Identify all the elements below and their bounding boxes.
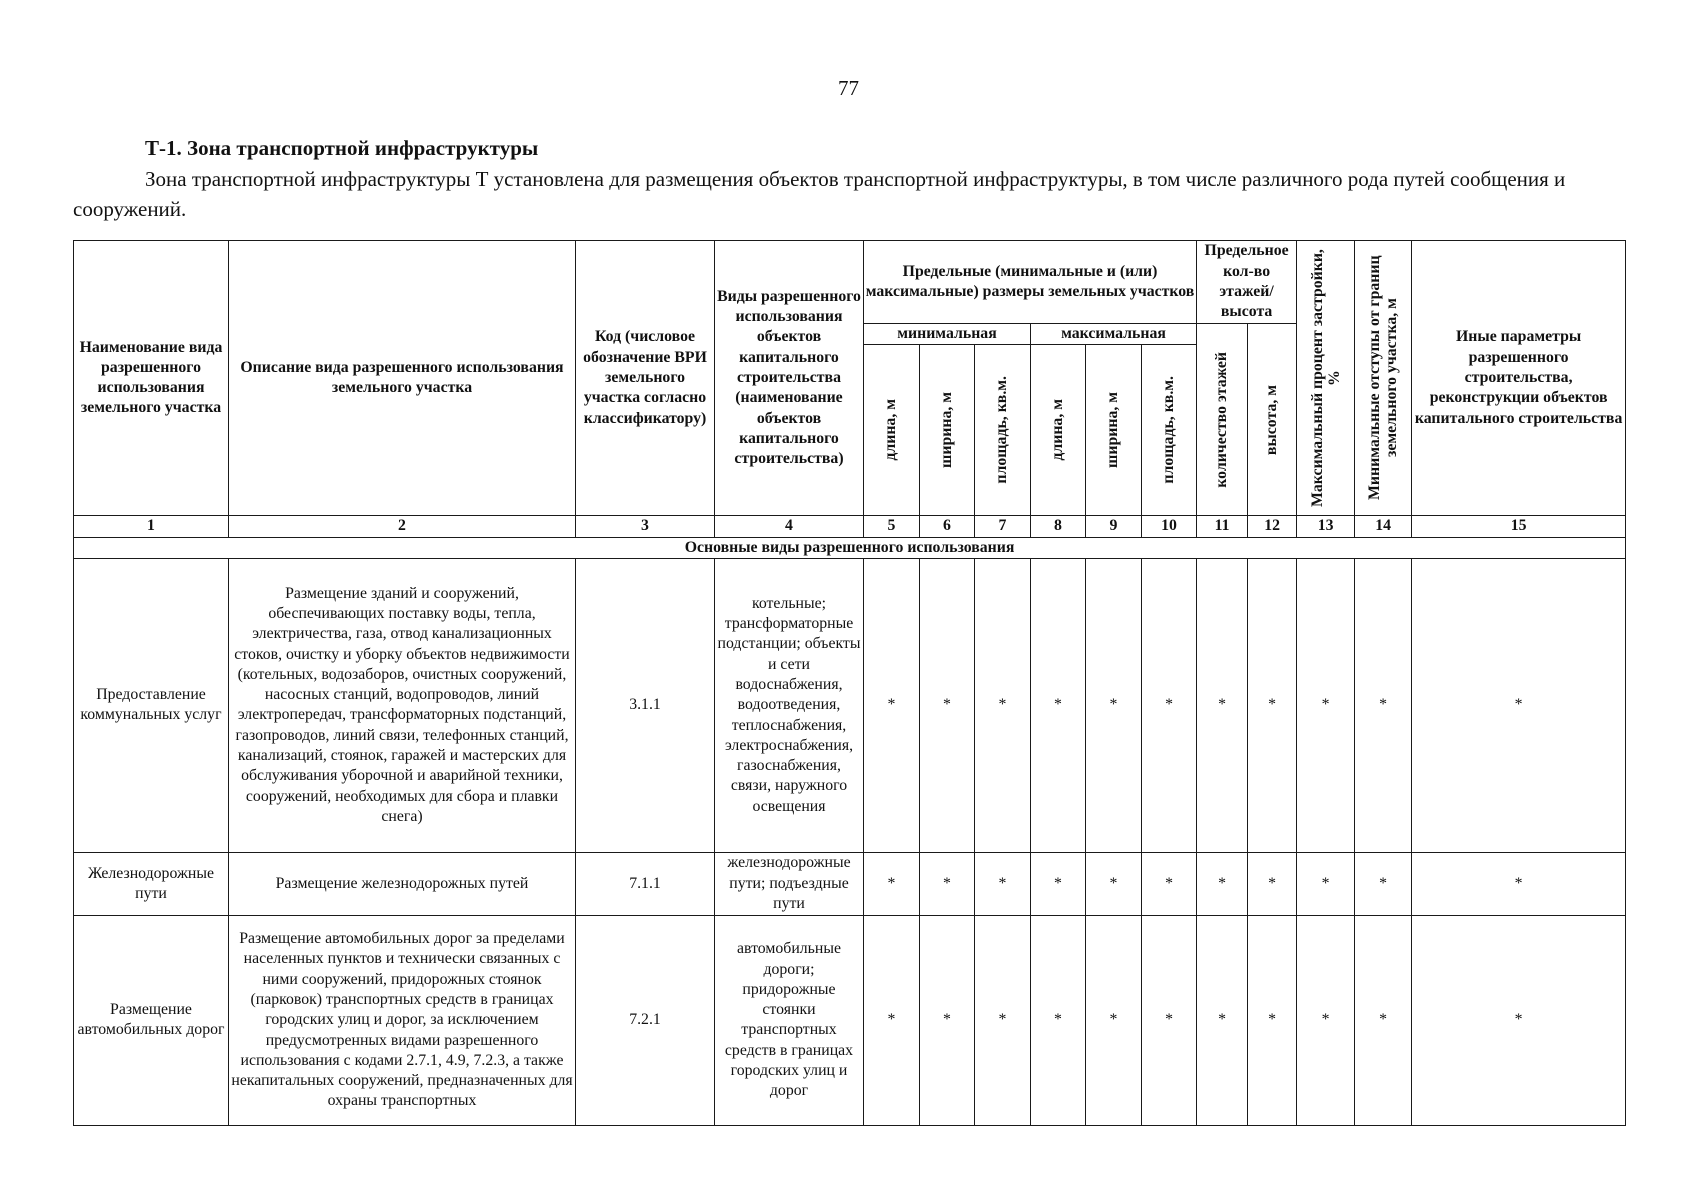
section-row xyxy=(74,537,1626,558)
row-value: * xyxy=(975,915,1031,1125)
land-use-table xyxy=(73,240,1626,1126)
row-value: * xyxy=(1248,558,1297,852)
row-value: * xyxy=(1248,852,1297,915)
column-number: 9 xyxy=(1086,516,1142,537)
section-row-label: Основные виды разрешенного использования xyxy=(74,537,1626,558)
table-row xyxy=(74,915,1626,1125)
row-code: 7.2.1 xyxy=(576,915,715,1125)
row-value: * xyxy=(1412,558,1626,852)
column-number: 4 xyxy=(715,516,864,537)
row-value: * xyxy=(1355,852,1412,915)
intro-paragraph: Зона транспортной инфраструктуры Т установлена для размещения объектов транспортной инфраструктуры, в том числе различного рода путей сообщения и сооружений. xyxy=(73,167,1566,221)
header-floors: количество этажей xyxy=(1197,324,1248,516)
header-height: высота, м xyxy=(1248,324,1297,516)
row-value: * xyxy=(1197,852,1248,915)
column-number: 10 xyxy=(1142,516,1197,537)
row-value: * xyxy=(1142,852,1197,915)
row-value: * xyxy=(1248,915,1297,1125)
header-max: максимальная xyxy=(1031,324,1197,345)
header-build-percent: Максимальный процент застройки, % xyxy=(1297,241,1355,516)
row-value: * xyxy=(1412,915,1626,1125)
header-min-length: длина, м xyxy=(864,345,920,516)
row-value: * xyxy=(1197,915,1248,1125)
column-number-row xyxy=(74,516,1626,537)
row-name: Железнодорожные пути xyxy=(74,852,229,915)
table-row xyxy=(74,852,1626,915)
row-description: Размещение зданий и сооружений, обеспечивающих поставку воды, тепла, электричества, газа, отвод канализационных стоков, очистку и уборку объектов недвижимости (котельных, водозаборов, очистных сооружений, насосных станций, водопроводов, линий электропередач, трансформаторных подстанций, газопроводов, линий связи, телефонных станций, канализаций, стоянок, гаражей и мастерских для обслуживания уборочной и аварийной техники, сооружений, необходимых для сбора и плавки снега) xyxy=(229,558,576,852)
header-objects: Виды разрешенного использования объектов капитального строительства (наименование объектов капитального строительства) xyxy=(715,241,864,516)
section-title: Т-1. Зона транспортной инфраструктуры xyxy=(145,136,539,160)
row-value: * xyxy=(1297,915,1355,1125)
row-value: * xyxy=(1355,915,1412,1125)
row-value: * xyxy=(975,852,1031,915)
row-name: Размещение автомобильных дорог xyxy=(74,915,229,1125)
header-max-width: ширина, м xyxy=(1086,345,1142,516)
row-value: * xyxy=(1142,915,1197,1125)
column-number: 6 xyxy=(920,516,975,537)
row-value: * xyxy=(1031,558,1086,852)
row-objects: железнодорожные пути; подъездные пути xyxy=(715,852,864,915)
column-number: 1 xyxy=(74,516,229,537)
column-number: 5 xyxy=(864,516,920,537)
row-value: * xyxy=(920,852,975,915)
page-number: 77 xyxy=(838,76,859,100)
header-other-params: Иные параметры разрешенного строительства, реконструкции объектов капитального строительства xyxy=(1412,241,1626,516)
row-value: * xyxy=(975,558,1031,852)
column-number: 13 xyxy=(1297,516,1355,537)
column-number: 3 xyxy=(576,516,715,537)
row-code: 7.1.1 xyxy=(576,852,715,915)
column-number: 14 xyxy=(1355,516,1412,537)
row-value: * xyxy=(920,915,975,1125)
row-value: * xyxy=(1031,852,1086,915)
column-number: 15 xyxy=(1412,516,1626,537)
row-value: * xyxy=(1086,915,1142,1125)
row-value: * xyxy=(864,915,920,1125)
header-floors-group: Предельное кол-во этажей/ высота xyxy=(1197,241,1297,324)
row-value: * xyxy=(1142,558,1197,852)
header-description: Описание вида разрешенного использования земельного участка xyxy=(229,241,576,516)
header-max-length: длина, м xyxy=(1031,345,1086,516)
row-value: * xyxy=(1297,852,1355,915)
row-value: * xyxy=(1412,852,1626,915)
row-value: * xyxy=(920,558,975,852)
row-value: * xyxy=(1031,915,1086,1125)
column-number: 2 xyxy=(229,516,576,537)
header-name: Наименование вида разрешенного использования земельного участка xyxy=(74,241,229,516)
row-description: Размещение автомобильных дорог за пределами населенных пунктов и технически связанных с ними сооружений, придорожных стоянок (парковок) транспортных средств в границах городских улиц и дорог, за исключением предусмотренных видами разрешенного использования с кодами 2.7.1, 4.9, 7.2.3, а также некапитальных сооружений, предназначенных для охраны транспортных xyxy=(229,915,576,1125)
row-value: * xyxy=(1086,558,1142,852)
row-objects: котельные; трансформаторные подстанции; объекты и сети водоснабжения, водоотведения, теплоснабжения, электроснабжения, газоснабжения, связи, наружного освещения xyxy=(715,558,864,852)
header-min: минимальная xyxy=(864,324,1031,345)
header-max-area: площадь, кв.м. xyxy=(1142,345,1197,516)
column-number: 7 xyxy=(975,516,1031,537)
header-min-width: ширина, м xyxy=(920,345,975,516)
header-min-area: площадь, кв.м. xyxy=(975,345,1031,516)
column-number: 8 xyxy=(1031,516,1086,537)
column-number: 11 xyxy=(1197,516,1248,537)
column-number: 12 xyxy=(1248,516,1297,537)
row-code: 3.1.1 xyxy=(576,558,715,852)
table-row xyxy=(74,558,1626,852)
row-value: * xyxy=(1355,558,1412,852)
header-code: Код (числовое обозначение ВРИ земельного участка согласно классификатору) xyxy=(576,241,715,516)
header-setbacks: Минимальные отступы от границ земельного участка, м xyxy=(1355,241,1412,516)
header-limits: Предельные (минимальные и (или) максимальные) размеры земельных участков xyxy=(864,241,1197,324)
row-value: * xyxy=(864,852,920,915)
row-value: * xyxy=(1086,852,1142,915)
row-description: Размещение железнодорожных путей xyxy=(229,852,576,915)
row-value: * xyxy=(864,558,920,852)
row-value: * xyxy=(1197,558,1248,852)
row-name: Предоставление коммунальных услуг xyxy=(74,558,229,852)
row-objects: автомобильные дороги; придорожные стоянки транспортных средств в границах городских улиц и дорог xyxy=(715,915,864,1125)
row-value: * xyxy=(1297,558,1355,852)
header-row-1 xyxy=(74,241,1626,324)
